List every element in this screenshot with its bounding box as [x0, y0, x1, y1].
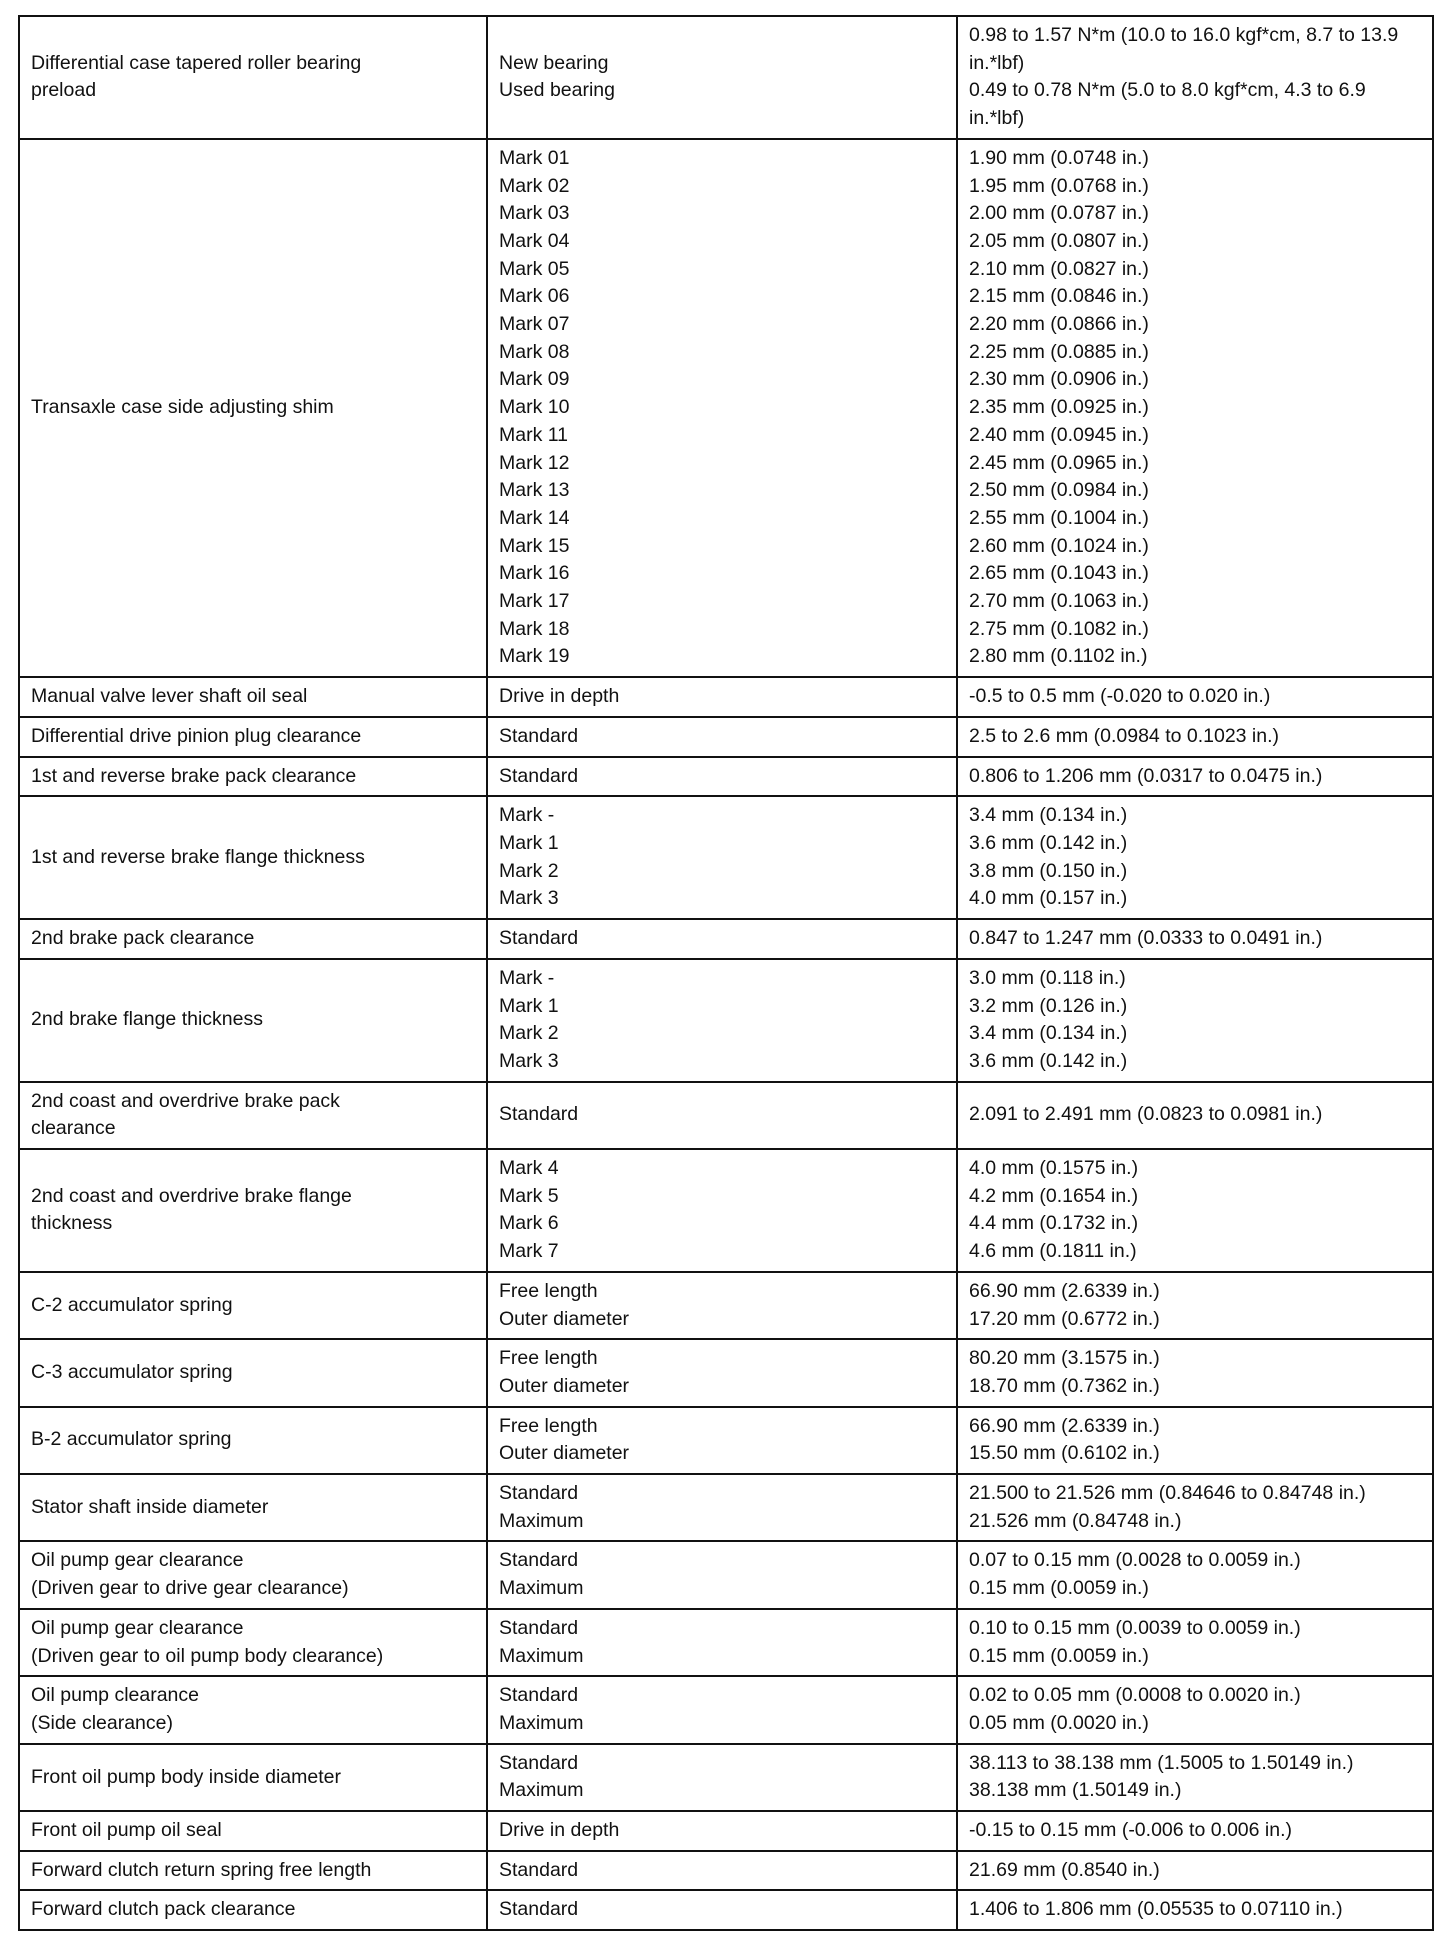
- value-cell: [957, 1082, 1433, 1149]
- value-text: 2.10 mm (0.0827 in.): [969, 257, 1149, 280]
- condition-cell: [487, 1676, 957, 1743]
- item-text: (Driven gear to drive gear clearance): [31, 1577, 349, 1600]
- value-cell: [957, 1890, 1433, 1930]
- condition-cell: [487, 1407, 957, 1474]
- item-text: Forward clutch return spring free length: [31, 1858, 372, 1881]
- value-text: 2.20 mm (0.0866 in.): [969, 313, 1149, 336]
- item-text: Differential drive pinion plug clearance: [31, 724, 362, 747]
- condition-text: Mark 3: [499, 1049, 559, 1072]
- condition-text: Mark 14: [499, 506, 570, 529]
- value-text: 2.25 mm (0.0885 in.): [969, 340, 1149, 363]
- value-text: 38.138 mm (1.50149 in.): [969, 1779, 1182, 1802]
- item-cell: [19, 1082, 487, 1149]
- condition-cell: [487, 1609, 957, 1676]
- condition-text: Outer diameter: [499, 1307, 630, 1330]
- item-cell: [19, 677, 487, 717]
- condition-cell: [487, 1082, 957, 1149]
- condition-text: Standard: [499, 1616, 579, 1639]
- item-cell: [19, 1149, 487, 1272]
- value-text: 3.6 mm (0.142 in.): [969, 831, 1128, 854]
- item-text: 2nd brake pack clearance: [31, 927, 255, 950]
- table-row: [19, 1149, 1433, 1272]
- value-cell: [957, 1609, 1433, 1676]
- item-cell: [19, 1272, 487, 1339]
- table-row: [19, 1474, 1433, 1541]
- table-row: [19, 919, 1433, 959]
- condition-text: Mark 19: [499, 645, 570, 668]
- item-text: (Driven gear to oil pump body clearance): [31, 1644, 384, 1667]
- item-cell: [19, 139, 487, 677]
- table-row: [19, 796, 1433, 919]
- value-cell: [957, 757, 1433, 797]
- value-text: 2.00 mm (0.0787 in.): [969, 202, 1149, 225]
- item-text: Differential case tapered roller bearing: [31, 51, 362, 74]
- item-cell: [19, 1474, 487, 1541]
- condition-text: Mark 3: [499, 887, 559, 910]
- item-cell: [19, 717, 487, 757]
- table-row: [19, 1339, 1433, 1406]
- item-text: Oil pump gear clearance: [31, 1616, 244, 1639]
- item-cell: [19, 1851, 487, 1891]
- condition-text: Mark 10: [499, 396, 570, 419]
- condition-text: Mark 03: [499, 202, 570, 225]
- value-cell: [957, 1272, 1433, 1339]
- value-text: -0.5 to 0.5 mm (-0.020 to 0.020 in.): [969, 685, 1271, 708]
- condition-text: Outer diameter: [499, 1374, 630, 1397]
- value-cell: [957, 1541, 1433, 1608]
- item-text: Oil pump clearance: [31, 1684, 199, 1707]
- value-text: 0.07 to 0.15 mm (0.0028 to 0.0059 in.): [969, 1549, 1301, 1572]
- condition-cell: [487, 16, 957, 139]
- condition-text: Free length: [499, 1347, 598, 1370]
- value-cell: [957, 1851, 1433, 1891]
- condition-text: Mark 01: [499, 146, 570, 169]
- item-text: B-2 accumulator spring: [31, 1428, 232, 1451]
- condition-text: Mark 17: [499, 590, 570, 613]
- item-text: clearance: [31, 1117, 116, 1140]
- table-row: [19, 757, 1433, 797]
- value-text: 0.98 to 1.57 N*m (10.0 to 16.0 kgf*cm, 8.7 to 13.9 in.*lbf): [969, 24, 1399, 74]
- item-text: Forward clutch pack clearance: [31, 1898, 296, 1921]
- table-row: [19, 1811, 1433, 1851]
- value-text: 21.500 to 21.526 mm (0.84646 to 0.84748 in.): [969, 1482, 1366, 1505]
- condition-text: Mark 09: [499, 368, 570, 391]
- item-text: 2nd brake flange thickness: [31, 1008, 263, 1031]
- item-text: 1st and reverse brake pack clearance: [31, 764, 357, 787]
- value-text: 2.05 mm (0.0807 in.): [969, 229, 1149, 252]
- value-cell: [957, 796, 1433, 919]
- item-text: Transaxle case side adjusting shim: [31, 396, 334, 419]
- condition-text: Mark 16: [499, 562, 570, 585]
- condition-text: Standard: [499, 1751, 579, 1774]
- condition-text: Mark 2: [499, 859, 559, 882]
- value-text: 80.20 mm (3.1575 in.): [969, 1347, 1160, 1370]
- condition-cell: [487, 717, 957, 757]
- value-text: 4.4 mm (0.1732 in.): [969, 1212, 1139, 1235]
- value-cell: [957, 1149, 1433, 1272]
- value-cell: [957, 919, 1433, 959]
- condition-text: Mark 2: [499, 1022, 559, 1045]
- item-cell: [19, 1541, 487, 1608]
- value-text: 21.526 mm (0.84748 in.): [969, 1509, 1182, 1532]
- table-row: [19, 677, 1433, 717]
- condition-cell: [487, 1811, 957, 1851]
- item-text: 1st and reverse brake flange thickness: [31, 845, 365, 868]
- value-text: 2.15 mm (0.0846 in.): [969, 285, 1149, 308]
- value-text: 0.15 mm (0.0059 in.): [969, 1644, 1149, 1667]
- item-cell: [19, 1609, 487, 1676]
- value-text: 0.49 to 0.78 N*m (5.0 to 8.0 kgf*cm, 4.3 to 6.9 in.*lbf): [969, 79, 1366, 130]
- value-cell: [957, 959, 1433, 1082]
- condition-text: Mark 02: [499, 174, 570, 197]
- value-text: 4.0 mm (0.157 in.): [969, 887, 1128, 910]
- condition-text: Standard: [499, 724, 579, 747]
- value-text: 1.95 mm (0.0768 in.): [969, 174, 1149, 197]
- condition-text: New bearing: [499, 51, 609, 74]
- condition-text: Standard: [499, 1898, 579, 1921]
- value-text: 4.0 mm (0.1575 in.): [969, 1157, 1139, 1180]
- condition-text: Maximum: [499, 1577, 584, 1600]
- value-text: 17.20 mm (0.6772 in.): [969, 1307, 1160, 1330]
- item-cell: [19, 959, 487, 1082]
- value-text: 3.0 mm (0.118 in.): [969, 966, 1126, 989]
- condition-cell: [487, 139, 957, 677]
- condition-text: Mark 4: [499, 1157, 559, 1180]
- condition-text: Mark 5: [499, 1184, 559, 1207]
- table-row: [19, 1609, 1433, 1676]
- condition-text: Standard: [499, 1549, 579, 1572]
- item-cell: [19, 1890, 487, 1930]
- value-text: 2.75 mm (0.1082 in.): [969, 617, 1149, 640]
- value-text: 0.02 to 0.05 mm (0.0008 to 0.0020 in.): [969, 1684, 1301, 1707]
- value-text: 1.406 to 1.806 mm (0.05535 to 0.07110 in.): [969, 1898, 1343, 1921]
- value-text: 3.4 mm (0.134 in.): [969, 804, 1128, 827]
- condition-text: Maximum: [499, 1711, 584, 1734]
- value-cell: [957, 1339, 1433, 1406]
- condition-text: Free length: [499, 1414, 598, 1437]
- item-cell: [19, 1744, 487, 1811]
- item-cell: [19, 796, 487, 919]
- condition-text: Maximum: [499, 1779, 584, 1802]
- condition-text: Standard: [499, 927, 579, 950]
- value-cell: [957, 677, 1433, 717]
- table-row: [19, 1744, 1433, 1811]
- value-text: 4.6 mm (0.1811 in.): [969, 1240, 1137, 1263]
- table-row: [19, 1676, 1433, 1743]
- condition-text: Mark 7: [499, 1240, 559, 1263]
- value-text: 66.90 mm (2.6339 in.): [969, 1279, 1160, 1302]
- value-text: 0.05 mm (0.0020 in.): [969, 1711, 1149, 1734]
- value-text: 3.8 mm (0.150 in.): [969, 859, 1128, 882]
- condition-text: Standard: [499, 764, 579, 787]
- value-text: 3.4 mm (0.134 in.): [969, 1022, 1128, 1045]
- value-text: 2.45 mm (0.0965 in.): [969, 451, 1149, 474]
- value-text: 38.113 to 38.138 mm (1.5005 to 1.50149 in.): [969, 1751, 1354, 1774]
- table-row: [19, 717, 1433, 757]
- condition-text: Mark -: [499, 966, 555, 989]
- value-text: 66.90 mm (2.6339 in.): [969, 1414, 1160, 1437]
- item-text: C-3 accumulator spring: [31, 1361, 233, 1384]
- condition-text: Mark 06: [499, 285, 570, 308]
- condition-text: Standard: [499, 1103, 579, 1126]
- item-text: 2nd coast and overdrive brake flange: [31, 1184, 352, 1207]
- condition-text: Mark -: [499, 804, 555, 827]
- item-text: Oil pump gear clearance: [31, 1549, 244, 1572]
- value-text: 2.5 to 2.6 mm (0.0984 to 0.1023 in.): [969, 724, 1280, 747]
- condition-cell: [487, 1339, 957, 1406]
- condition-cell: [487, 757, 957, 797]
- item-text: preload: [31, 79, 97, 102]
- value-cell: [957, 717, 1433, 757]
- condition-text: Mark 15: [499, 534, 570, 557]
- item-cell: [19, 1339, 487, 1406]
- value-text: 2.60 mm (0.1024 in.): [969, 534, 1149, 557]
- value-cell: [957, 1676, 1433, 1743]
- condition-text: Standard: [499, 1684, 579, 1707]
- item-text: thickness: [31, 1212, 113, 1235]
- condition-cell: [487, 1890, 957, 1930]
- condition-text: Mark 11: [499, 423, 568, 446]
- value-text: 4.2 mm (0.1654 in.): [969, 1184, 1139, 1207]
- condition-cell: [487, 959, 957, 1082]
- condition-cell: [487, 1474, 957, 1541]
- condition-cell: [487, 1272, 957, 1339]
- condition-text: Used bearing: [499, 79, 615, 102]
- table-row: [19, 1082, 1433, 1149]
- table-row: [19, 1851, 1433, 1891]
- condition-cell: [487, 919, 957, 959]
- table-row: [19, 1541, 1433, 1608]
- condition-text: Mark 08: [499, 340, 570, 363]
- value-cell: [957, 16, 1433, 139]
- value-text: 1.90 mm (0.0748 in.): [969, 146, 1149, 169]
- table-row: [19, 1272, 1433, 1339]
- item-text: Front oil pump oil seal: [31, 1819, 222, 1842]
- item-text: Front oil pump body inside diameter: [31, 1765, 341, 1788]
- item-text: 2nd coast and overdrive brake pack: [31, 1089, 340, 1112]
- value-text: 2.30 mm (0.0906 in.): [969, 368, 1149, 391]
- value-text: 18.70 mm (0.7362 in.): [969, 1374, 1160, 1397]
- item-cell: [19, 919, 487, 959]
- condition-text: Mark 12: [499, 451, 570, 474]
- condition-text: Maximum: [499, 1509, 584, 1532]
- table-row: [19, 16, 1433, 139]
- table-row: [19, 1407, 1433, 1474]
- condition-text: Mark 04: [499, 229, 570, 252]
- value-text: 2.50 mm (0.0984 in.): [969, 479, 1149, 502]
- condition-cell: [487, 1149, 957, 1272]
- item-text: Manual valve lever shaft oil seal: [31, 685, 308, 708]
- item-cell: [19, 1407, 487, 1474]
- value-text: 2.70 mm (0.1063 in.): [969, 590, 1149, 613]
- value-cell: [957, 1407, 1433, 1474]
- condition-cell: [487, 1744, 957, 1811]
- condition-cell: [487, 677, 957, 717]
- specifications-table: [18, 15, 1434, 1931]
- value-cell: [957, 1474, 1433, 1541]
- condition-cell: [487, 796, 957, 919]
- condition-text: Maximum: [499, 1644, 584, 1667]
- condition-text: Standard: [499, 1858, 579, 1881]
- table-row: [19, 959, 1433, 1082]
- condition-text: Mark 07: [499, 313, 570, 336]
- item-cell: [19, 1811, 487, 1851]
- condition-text: Mark 1: [499, 831, 559, 854]
- item-text: C-2 accumulator spring: [31, 1293, 233, 1316]
- value-text: 3.2 mm (0.126 in.): [969, 994, 1128, 1017]
- value-text: 2.091 to 2.491 mm (0.0823 to 0.0981 in.): [969, 1103, 1323, 1126]
- table-row: [19, 1890, 1433, 1930]
- value-text: 21.69 mm (0.8540 in.): [969, 1858, 1160, 1881]
- value-text: 2.80 mm (0.1102 in.): [969, 645, 1148, 668]
- value-text: 2.35 mm (0.0925 in.): [969, 396, 1149, 419]
- condition-text: Mark 18: [499, 617, 570, 640]
- value-cell: [957, 139, 1433, 677]
- item-cell: [19, 1676, 487, 1743]
- value-text: 3.6 mm (0.142 in.): [969, 1049, 1128, 1072]
- condition-cell: [487, 1851, 957, 1891]
- condition-cell: [487, 1541, 957, 1608]
- value-text: 2.40 mm (0.0945 in.): [969, 423, 1149, 446]
- condition-text: Mark 13: [499, 479, 570, 502]
- value-text: 0.806 to 1.206 mm (0.0317 to 0.0475 in.): [969, 764, 1323, 787]
- condition-text: Mark 1: [499, 994, 559, 1017]
- item-text: Stator shaft inside diameter: [31, 1495, 269, 1518]
- condition-text: Outer diameter: [499, 1442, 630, 1465]
- condition-text: Drive in depth: [499, 1819, 620, 1842]
- value-text: 2.55 mm (0.1004 in.): [969, 506, 1149, 529]
- table-row: [19, 139, 1433, 677]
- condition-text: Mark 05: [499, 257, 570, 280]
- condition-text: Mark 6: [499, 1212, 559, 1235]
- value-text: 0.847 to 1.247 mm (0.0333 to 0.0491 in.): [969, 927, 1323, 950]
- item-cell: [19, 757, 487, 797]
- value-text: 0.10 to 0.15 mm (0.0039 to 0.0059 in.): [969, 1616, 1301, 1639]
- value-cell: [957, 1744, 1433, 1811]
- item-cell: [19, 16, 487, 139]
- condition-text: Free length: [499, 1279, 598, 1302]
- value-text: 15.50 mm (0.6102 in.): [969, 1442, 1160, 1465]
- value-text: 0.15 mm (0.0059 in.): [969, 1577, 1149, 1600]
- value-text: 2.65 mm (0.1043 in.): [969, 562, 1149, 585]
- specifications-table-body: [19, 16, 1433, 1930]
- value-cell: [957, 1811, 1433, 1851]
- item-text: (Side clearance): [31, 1711, 173, 1734]
- condition-text: Standard: [499, 1482, 579, 1505]
- condition-text: Drive in depth: [499, 685, 620, 708]
- value-text: -0.15 to 0.15 mm (-0.006 to 0.006 in.): [969, 1819, 1293, 1842]
